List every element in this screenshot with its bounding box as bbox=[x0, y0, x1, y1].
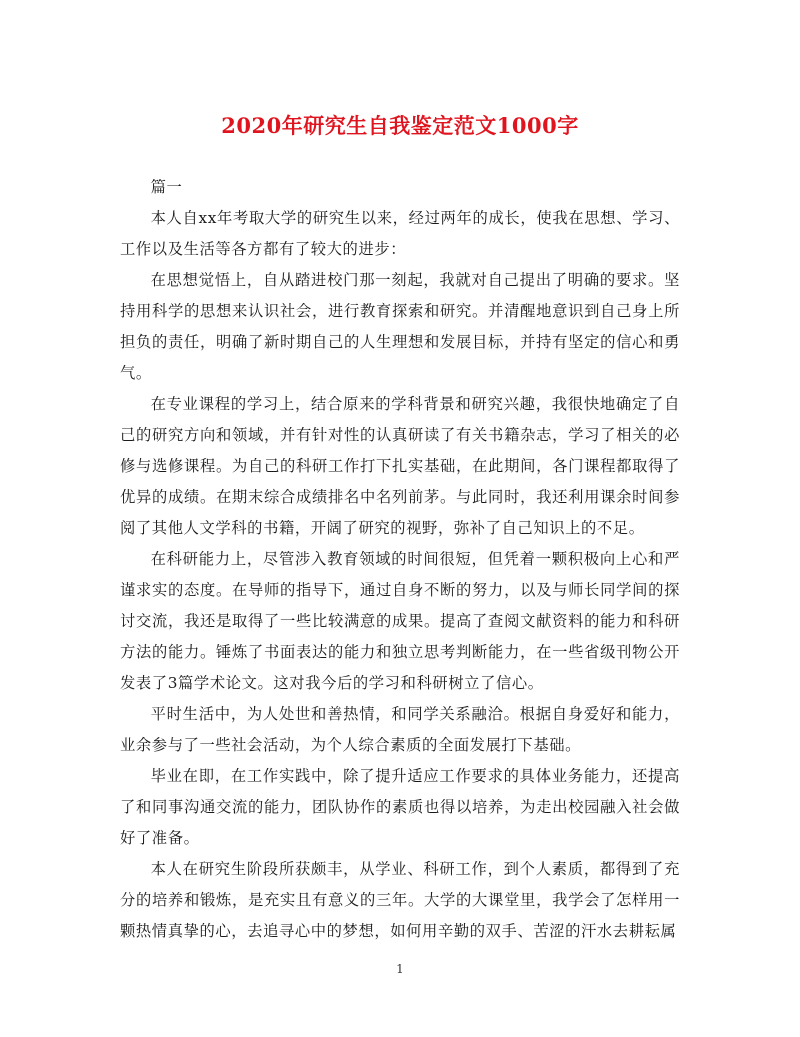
page-number: 1 bbox=[396, 962, 404, 976]
paragraph-coursework: 在专业课程的学习上，结合原来的学科背景和研究兴趣，我很快地确定了自己的研究方向和领域，并有针对性的认真研读了有关书籍杂志，学习了相关的必修与选修课程。为自己的科研工作打下扎实基础，在此期间，各门课程都取得了优异的成绩。在期末综合成绩排名中名列前茅。与此同时，我还利用课余时间参阅了其他人文学科的书籍，开阔了研究的视野，弥补了自己知识上的不足。 bbox=[120, 395, 680, 537]
paragraph-research: 在科研能力上，尽管涉入教育领域的时间很短，但凭着一颗积极向上心和严谨求实的态度。在导师的指导下，通过自身不断的努力，以及与师长同学间的探讨交流，我还是取得了一些比较满意的成果。提高了查阅文献资料的能力和科研方法的能力。锤炼了书面表达的能力和独立思考判断能力，在一些省级刊物公开发表了3篇学术论文。这对我今后的学习和科研树立了信心。 bbox=[120, 550, 680, 692]
paragraph-work: 毕业在即，在工作实践中，除了提升适应工作要求的具体业务能力，还提高了和同事沟通交流的能力，团队协作的素质也得以培养，为走出校园融入社会做好了准备。 bbox=[120, 767, 680, 847]
paragraph-life: 平时生活中，为人处世和善热情，和同学关系融洽。根据自身爱好和能力，业余参与了一些社会活动，为个人综合素质的全面发展打下基础。 bbox=[120, 705, 680, 754]
paragraph-intro: 本人自xx年考取大学的研究生以来，经过两年的成长，使我在思想、学习、工作以及生活等各方都有了较大的进步： bbox=[120, 209, 680, 258]
section-heading: 篇一 bbox=[150, 178, 183, 196]
paragraph-ideology: 在思想觉悟上，自从踏进校门那一刻起，我就对自己提出了明确的要求。坚持用科学的思想来认识社会，进行教育探索和研究。并清醒地意识到自己身上所担负的责任，明确了新时期自己的人生理想和发展目标，并持有坚定的信心和勇气。 bbox=[120, 271, 680, 382]
paragraph-summary: 本人在研究生阶段所获颇丰，从学业、科研工作，到个人素质，都得到了充分的培养和锻炼，是充实且有意义的三年。大学的大课堂里，我学会了怎样用一颗热情真挚的心，去追寻心中的梦想，如何用辛勤的双手、苦涩的汗水去耕耘属 bbox=[120, 860, 680, 940]
document-body bbox=[120, 172, 680, 947]
document-title: 2020年研究生自我鉴定范文1000字 bbox=[221, 113, 579, 138]
